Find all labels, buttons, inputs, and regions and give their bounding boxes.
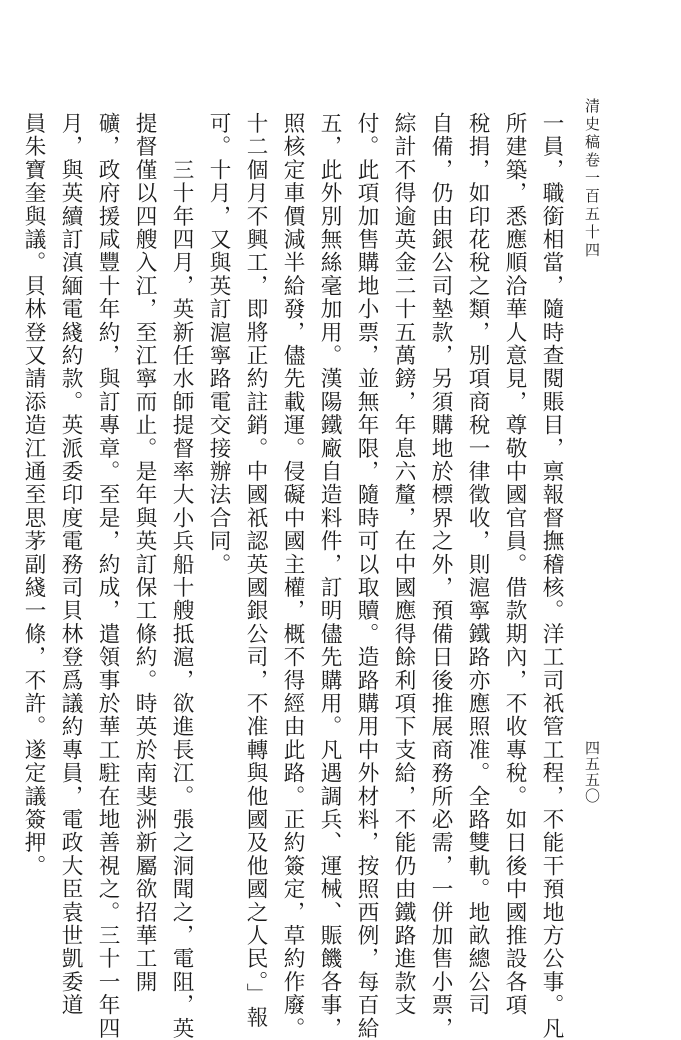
text-column: 自備，仍由銀公司墊款，另須購地於標界之外，預備日後推展商務所必需，一併加售小票， [428,112,453,1040]
text-column: 礦，政府援咸豐十年約，與訂專章。至是，約成，遣領事於華工駐在地善視之。三十一年四 [95,112,120,1040]
text-column: 三十年四月，英新任水師提督率大小兵船十艘抵滬，欲進長江。張之洞聞之，電阻，英 [169,112,194,1040]
vertical-body-text [21,112,570,1040]
text-column: 所建築，悉應順洽華人意見，尊敬中國官員。借款期內，不收專稅。如日後中國推設各項 [502,112,527,1017]
text-column: 付。此項加售購地小票，並無年限，隨時可以取贖。造路購用中外材料，按照西例，每百給 [354,112,379,1040]
text-column: 十二個月不興工，即將正約註銷。中國祇認英國銀公司，不准轉與他國及他國之人民。」報 [243,112,268,1030]
text-column: 提督僅以四艘入江，至江寧而止。是年與英訂保工條約。時英於南斐洲新屬欲招華工開 [132,112,157,994]
text-column: 綜計不得逾英金二十五萬鎊，年息六釐，在中國應得餘利項下支給，不能仍由鐵路進款支 [391,112,416,1017]
text-column: 稅捐，如印花稅之類，別項商稅一律徵收，則滬寧鐵路亦應照准。全路雙軌。地畝總公司 [465,112,490,1017]
text-column: 照核定車價減半給發，儘先載運。侵礙中國主權，概不得經由此路。正約簽定，草約作廢。 [280,112,305,1040]
text-column: 一員，職銜相當，隨時查閱賬目，禀報督撫稽核。洋工司祇管工程，不能干預地方公事。凡 [539,112,564,1040]
page-number: 四五五〇 [583,740,601,804]
text-column: 員朱寶奎與議。貝林登又請添造江通至思茅副綫一條，不許。遂定議簽押。 [21,112,46,878]
running-title: 清史稿卷一百五十四 [583,98,601,260]
text-column: 可。十月，又與英訂滬寧路電交接辦法合同。 [206,112,231,576]
text-column: 月，與英續訂滇緬電綫約款。英派委印度電務司貝林登爲議約專員，電政大臣袁世凱委道 [58,112,83,1017]
text-column: 五，此外別無絲毫加用。漢陽鐵廠自造料件，訂明儘先購用。凡遇調兵、運械、賑饑各事， [317,112,342,1040]
